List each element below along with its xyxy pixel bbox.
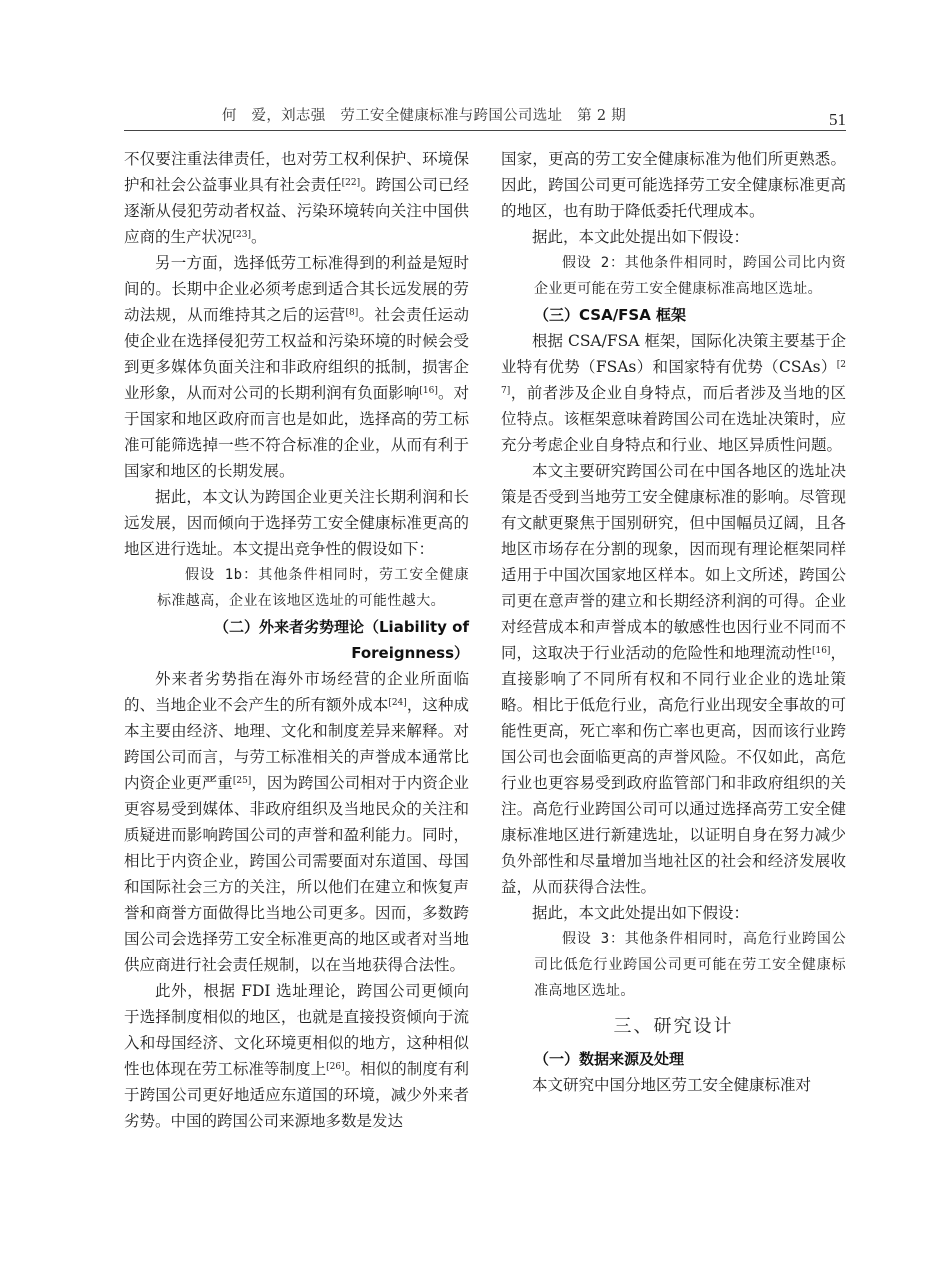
paragraph: 本文主要研究跨国公司在中国各地区的选址决策是否受到当地劳工安全健康标准的影响。尽管现有文献更聚焦于国别研究，但中国幅员辽阔，且各地区市场存在分割的现象，因而现有理论框架同样适用于中国次国家地区样本。如上文所述，跨国公司更在意声誉的建立和长期经济利润的可得。企业对经营成本和声誉成本的敏感性也因行业不同而不同，这取决于行业活动的危险性和地理流动性[16]，直接影响了不同所有权和不同行业企业的选址策略。相比于低危行业，高危行业出现安全事故的可能性更高，死亡率和伤亡率也更高，因而该行业跨国公司也会面临更高的声誉风险。不仅如此，高危行业也更容易受到政府监管部门和非政府组织的关注。高危行业跨国公司可以通过选择高劳工安全健康标准地区进行新建选址，以证明自身在努力减少负外部性和尽量增加当地社区的社会和经济发展收益，从而获得合法性。 (501, 462, 846, 896)
paragraph: 国家，更高的劳工安全健康标准为他们所更熟悉。因此，跨国公司更可能选择劳工安全健康标准更高的地区，也有助于降低委托代理成本。 (501, 150, 846, 220)
paragraph: 据此，本文此处提出如下假设： (532, 228, 750, 246)
running-head: 何 爱，刘志强 劳工安全健康标准与跨国公司选址 第 2 期 (221, 108, 627, 124)
citation: [16] (811, 646, 831, 656)
right-column (501, 146, 846, 1098)
citation: [8] (345, 308, 359, 318)
paragraph: 本文研究中国分地区劳工安全健康标准对 (532, 1076, 812, 1094)
hypothesis-2: 假设 2：其他条件相同时，跨国公司比内资企业更可能在劳工安全健康标准高地区选址。 (534, 255, 846, 297)
section-heading: 三、研究设计 (613, 1016, 734, 1037)
hypothesis-3: 假设 3：其他条件相同时，高危行业跨国公司比低危行业跨国公司更可能在劳工安全健康标准高地区选址。 (534, 931, 846, 999)
citation: [22] (341, 178, 361, 188)
subsection-heading: （二）外来者劣势理论（Liability of Foreignness） (214, 618, 469, 662)
paragraph: 根据 CSA/FSA 框架，国际化决策主要基于企业特有优势（FSAs）和国家特有优势（CSAs）[27]，前者涉及企业自身特点，而后者涉及当地的区位特点。该框架意味着跨国公司在选址决策时，应充分考虑企业自身特点和行业、地区异质性问题。 (501, 332, 846, 454)
citation: [24] (388, 698, 407, 708)
subsection-heading: （一）数据来源及处理 (534, 1050, 685, 1068)
citation: [27] (501, 360, 846, 396)
paragraph: 此外，根据 FDI 选址理论，跨国公司更倾向于选择制度相似的地区，也就是直接投资倾向于流入和母国经济、文化环境更相似的地方，这种相似性也体现在劳工标准等制度上[26]。相似的制度有利于跨国公司更好地适应东道国的环境，减少外来者劣势。中国的跨国公司来源地多数是发达 (124, 982, 469, 1130)
paragraph: 据此，本文认为跨国企业更关注长期利润和长远发展，因而倾向于选择劳工安全健康标准更高的地区进行选址。本文提出竞争性的假设如下： (124, 488, 469, 558)
citation: [26] (326, 1062, 345, 1072)
citation: [23] (232, 230, 251, 240)
subsection-heading: （三）CSA/FSA 框架 (534, 306, 687, 324)
page-number: 51 (829, 110, 846, 129)
paragraph: 外来者劣势指在海外市场经营的企业所面临的、当地企业不会产生的所有额外成本[24]，这种成本主要由经济、地理、文化和制度差异来解释。对跨国公司而言，与劳工标准相关的声誉成本通常比内资企业更严重[25]，因为跨国公司相对于内资企业更容易受到媒体、非政府组织及当地民众的关注和质疑进而影响跨国公司的声誉和盈利能力。同时，相比于内资企业，跨国公司需要面对东道国、母国和国际社会三方的关注，所以他们在建立和恢复声誉和商誉方面做得比当地公司更多。因而，多数跨国公司会选择劳工安全标准更高的地区或者对当地供应商进行社会责任规制，以在当地获得合法性。 (124, 670, 469, 974)
citation: [25] (232, 776, 252, 786)
paragraph: 不仅要注重法律责任，也对劳工权利保护、环境保护和社会公益事业具有社会责任[22]。跨国公司已经逐渐从侵犯劳动者权益、污染环境转向关注中国供应商的生产状况[23]。 (124, 150, 469, 246)
left-column (124, 146, 469, 1134)
citation: [16] (419, 386, 438, 396)
header-rule (124, 130, 846, 131)
hypothesis-1b: 假设 1b：其他条件相同时，劳工安全健康标准越高，企业在该地区选址的可能性越大。 (157, 567, 469, 609)
paragraph: 据此，本文此处提出如下假设： (532, 904, 750, 922)
paragraph: 另一方面，选择低劳工标准得到的利益是短时间的。长期中企业必须考虑到适合其长远发展的劳动法规，从而维持其之后的运营[8]。社会责任运动使企业在选择侵犯劳工权益和污染环境的时候会受到更多媒体负面关注和非政府组织的抵制，损害企业形象，从而对公司的长期利润有负面影响[16]。对于国家和地区政府而言也是如此，选择高的劳工标准可能筛选掉一些不符合标准的企业，从而有利于国家和地区的长期发展。 (124, 254, 469, 480)
